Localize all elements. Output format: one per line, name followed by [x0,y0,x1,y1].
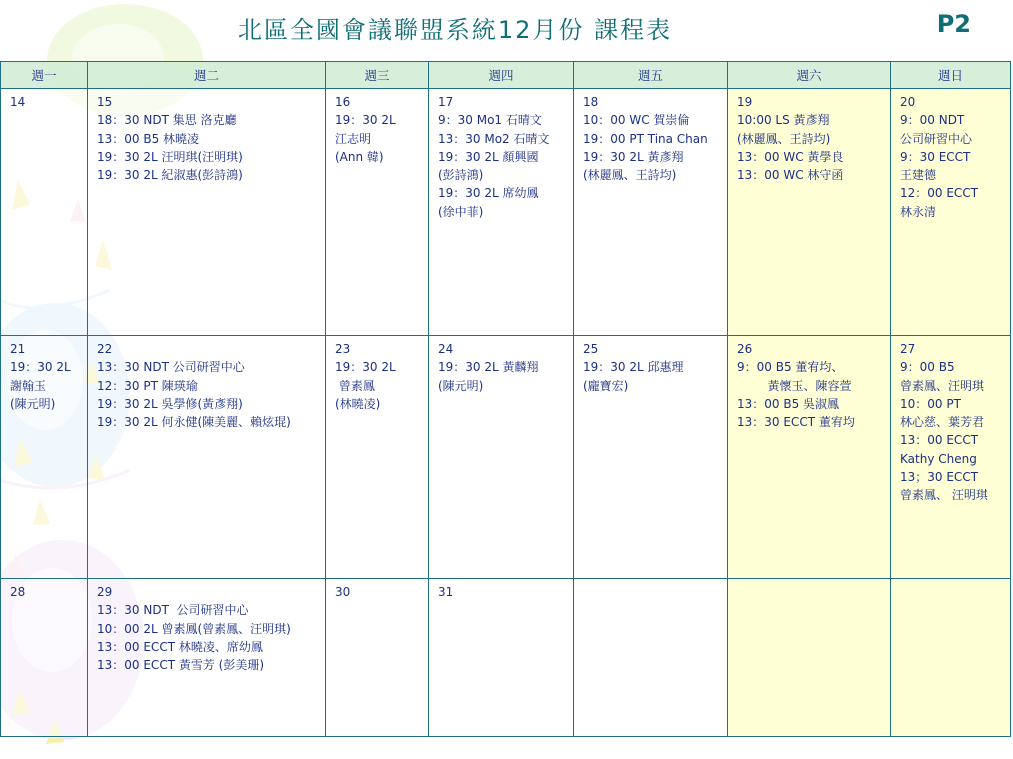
event-line: 13：00 WC 林守函 [737,168,844,183]
day-cell [326,579,429,737]
day-date: 20 [900,95,916,109]
day-cell [88,336,326,579]
weekday-header: 週二 [88,62,326,89]
day-cell [728,89,891,336]
day-date: 19 [737,95,753,109]
day-cell [429,336,574,579]
page-number: P2 [936,10,971,38]
event-line: 13：30 NDT 公司研習中心 [97,603,249,618]
event-line: 19：30 2L [335,360,396,375]
day-cell [326,336,429,579]
event-line: 曾素鳳、汪明琪 [900,378,985,393]
event-line: 10：00 2L 曾素鳳(曾素鳳、汪明琪) [97,621,291,636]
event-line: 曾素鳳、 汪明琪 [900,488,988,503]
event-line: 13：00 ECCT [900,433,979,448]
event-line: (林麗鳳、王詩均) [737,131,831,146]
event-line: 13：30 ECCT 董宥均 [737,415,855,430]
week-row [1,579,1011,737]
event-line: 9：00 NDT [900,113,965,128]
weekday-header: 週一 [1,62,88,89]
day-date: 27 [900,342,916,356]
event-line: 19：30 2L 邱惠理 [583,360,684,375]
event-line: 10：00 PT [900,396,961,411]
event-line: 10:00 LS 黃彥翔 [737,113,830,128]
event-line: 19：30 2L 何永健(陳美麗、賴炫琨) [97,415,291,430]
day-cell [728,336,891,579]
event-line: 19：30 2L 席幼鳳 [438,186,539,201]
weekday-header: 週五 [574,62,728,89]
weekday-header-row [1,62,1011,89]
event-line: 13：00 B5 吳淑鳳 [737,396,840,411]
day-cell [88,579,326,737]
day-cell [891,89,1011,336]
day-date: 22 [97,342,113,356]
day-cell [429,89,574,336]
day-date: 28 [10,585,26,599]
event-line: 10：00 WC 賀崇倫 [583,113,690,128]
weekday-header: 週六 [728,62,891,89]
day-date: 26 [737,342,753,356]
event-line: 19：30 2L 黃彥翔 [583,149,684,164]
day-cell [1,579,88,737]
event-line: 9：30 ECCT [900,149,971,164]
event-line: 曾素鳳 [335,378,375,393]
event-line: 林永清 [900,204,937,219]
day-date: 31 [438,585,454,599]
event-line: 黃懷玉、陳容萱 [737,378,852,393]
day-cell [1,89,88,336]
event-line: 19：30 2L 吳學修(黃彥翔) [97,396,243,411]
event-line: 19：30 2L 紀淑惠(彭詩鴻) [97,168,243,183]
event-line: 13：00 ECCT 林曉凌、席幼鳳 [97,639,263,654]
event-line: 18：30 NDT 集思 洛克廳 [97,113,237,128]
week-row [1,336,1011,579]
week-row [1,89,1011,336]
event-line: 謝翰玉 [10,378,47,393]
day-date: 23 [335,342,351,356]
event-line: 王建德 [900,168,937,183]
weekday-header: 週四 [429,62,574,89]
day-cell [728,579,891,737]
day-date: 17 [438,95,454,109]
event-line: 林心慈、葉芳君 [900,415,985,430]
calendar-table [0,61,1011,737]
day-date: 25 [583,342,599,356]
event-line: 12：30 PT 陳瑛瑜 [97,378,198,393]
event-line: 13：00 B5 林曉凌 [97,131,200,146]
event-line: 19：00 PT Tina Chan [583,131,708,146]
event-line: (陳元明) [438,378,484,393]
day-cell [429,579,574,737]
event-line: 13：00 WC 黃學良 [737,149,844,164]
event-line: 19：30 2L 汪明琪(汪明琪) [97,149,243,164]
event-line: (龐寶宏) [583,378,629,393]
page-title: 北區全國會議聯盟系統12月份 課程表 [237,16,673,44]
weekday-header: 週日 [891,62,1011,89]
event-line: (Ann 韓) [335,149,384,164]
day-date: 29 [97,585,113,599]
event-line: (彭詩鴻) [438,168,484,183]
day-date: 21 [10,342,26,356]
event-line: 13：30 NDT 公司研習中心 [97,360,245,375]
day-date: 30 [335,585,351,599]
day-cell [326,89,429,336]
event-line: 19：30 2L [335,113,396,128]
day-cell [891,336,1011,579]
day-date: 18 [583,95,599,109]
event-line: (陳元明) [10,396,56,411]
day-date: 15 [97,95,113,109]
event-line: 13；30 ECCT [900,470,979,485]
event-line: 13：00 ECCT 黃雪芳 (彭美珊) [97,658,265,673]
day-cell [574,579,728,737]
event-line: 9：00 B5 [900,360,955,375]
day-date: 16 [335,95,351,109]
event-line: 9：00 B5 董宥均、 [737,360,844,375]
day-cell [574,336,728,579]
day-cell [574,89,728,336]
event-line: (林曉凌) [335,396,381,411]
event-line: 19：30 2L 黃麟翔 [438,360,539,375]
event-line: 公司研習中心 [900,131,973,146]
event-line: 9：30 Mo1 石晴文 [438,113,542,128]
event-line: 12：00 ECCT [900,186,979,201]
day-date: 24 [438,342,454,356]
event-line: (林麗鳳、王詩均) [583,168,677,183]
day-date: 14 [10,95,26,109]
event-line: 13：30 Mo2 石晴文 [438,131,550,146]
day-cell [891,579,1011,737]
event-line: Kathy Cheng [900,451,977,466]
event-line: 19：30 2L 顏興國 [438,149,539,164]
event-line: 江志明 [335,131,372,146]
event-line: 19：30 2L [10,360,71,375]
event-line: (徐中菲) [438,204,484,219]
day-cell [88,89,326,336]
day-cell [1,336,88,579]
weekday-header: 週三 [326,62,429,89]
